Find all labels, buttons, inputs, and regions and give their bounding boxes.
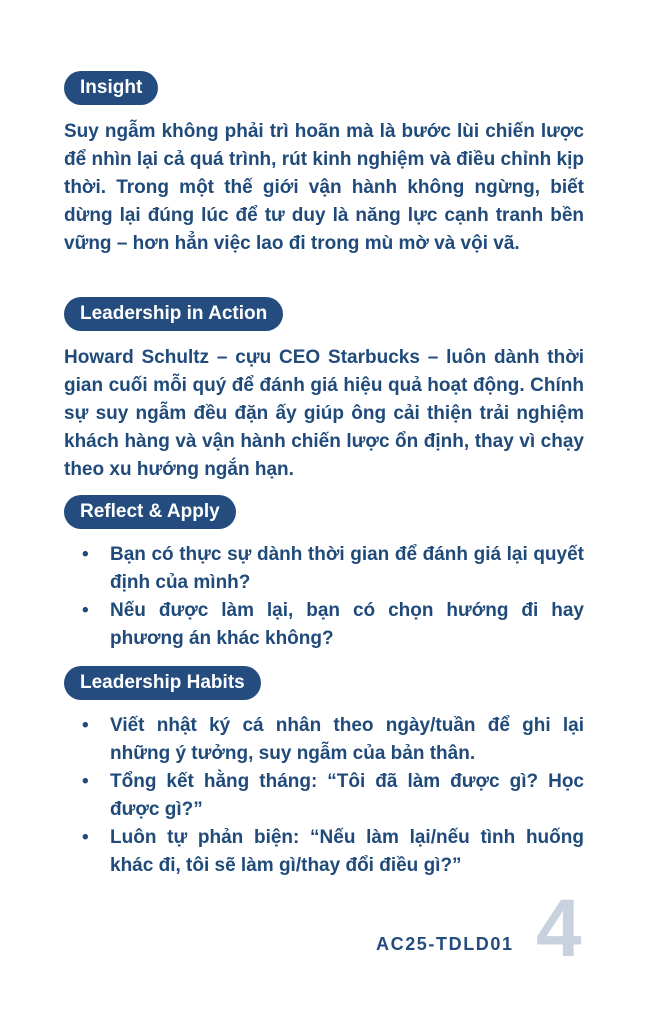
page-number: 4: [536, 883, 582, 974]
bullet-icon: •: [82, 600, 89, 621]
insight-body: Suy ngẫm không phải trì hoãn mà là bước lùi chiến lược để nhìn lại cả quá trình, rút kinh nghiệm và điều chỉnh kịp thời. Trong một thế giới vận hành không ngừng, biết dừng lại đúng lúc để tư duy là năng lực cạnh tranh bền vững – hơn hẳn việc lao đi trong mù mờ và vội vã.: [64, 121, 584, 254]
list-item: [82, 768, 584, 824]
bullet-icon: •: [82, 715, 89, 736]
insight-heading: Insight: [64, 71, 158, 105]
bullet-icon: •: [82, 827, 89, 848]
bullet-icon: •: [82, 544, 89, 565]
document-code: AC25-TDLD01: [376, 934, 514, 954]
reflect-apply-list: [82, 541, 584, 653]
list-item: [82, 541, 584, 597]
leadership-habits-list: [82, 712, 584, 880]
list-item-text: Bạn có thực sự dành thời gian để đánh giá lại quyết định của mình?: [110, 544, 584, 593]
list-item: [82, 597, 584, 653]
list-item-text: Nếu được làm lại, bạn có chọn hướng đi hay phương án khác không?: [110, 600, 584, 649]
list-item-text: Viết nhật ký cá nhân theo ngày/tuần để ghi lại những ý tưởng, suy ngẫm của bản thân.: [110, 715, 584, 764]
leadership-in-action-heading: Leadership in Action: [64, 297, 283, 331]
list-item-text: Tổng kết hằng tháng: “Tôi đã làm được gì? Học được gì?”: [110, 771, 584, 820]
leadership-in-action-body: Howard Schultz – cựu CEO Starbucks – luôn dành thời gian cuối mỗi quý để đánh giá hiệu quả hoạt động. Chính sự suy ngẫm đều đặn ấy giúp ông cải thiện trải nghiệm khách hàng và vận hành chiến lược ổn định, thay vì chạy theo xu hướng ngắn hạn.: [64, 347, 584, 480]
leadership-habits-heading: Leadership Habits: [64, 666, 261, 700]
list-item-text: Luôn tự phản biện: “Nếu làm lại/nếu tình huống khác đi, tôi sẽ làm gì/thay đổi điều gì?”: [110, 827, 584, 876]
bullet-icon: •: [82, 771, 89, 792]
list-item: [82, 712, 584, 768]
list-item: [82, 824, 584, 880]
reflect-apply-heading: Reflect & Apply: [64, 495, 236, 529]
